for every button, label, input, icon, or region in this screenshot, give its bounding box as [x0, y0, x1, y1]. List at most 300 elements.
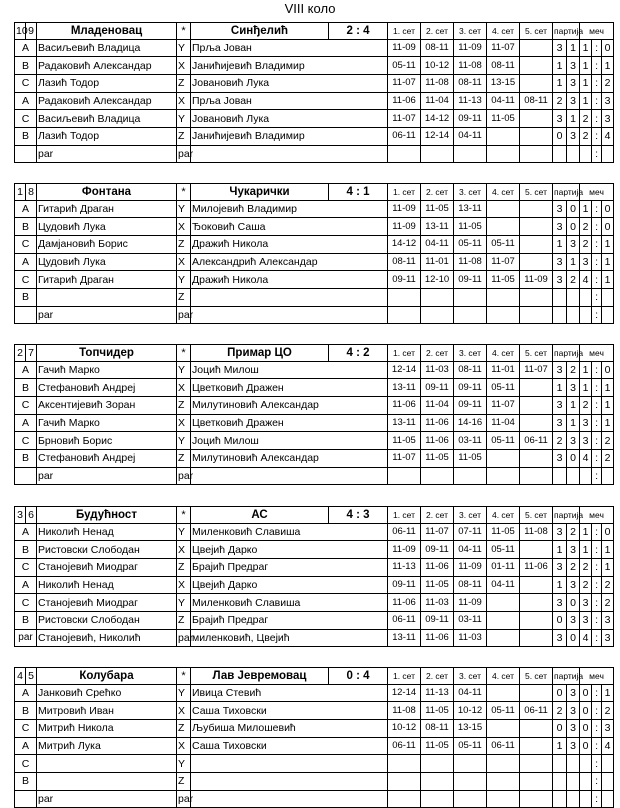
- match-running-colon: :: [592, 39, 602, 57]
- match-running-home: 0: [580, 737, 592, 755]
- set-score-4: 06-11: [487, 737, 520, 755]
- match-header-row: [15, 184, 614, 201]
- set-header-2: 2. сет: [421, 345, 454, 362]
- match-running-home: 1: [580, 200, 592, 218]
- match-running-home: 2: [580, 235, 592, 253]
- mec-header: меч: [580, 507, 614, 524]
- game-row: [15, 467, 614, 485]
- game-row: [15, 576, 614, 594]
- set-score-1: 12-14: [388, 361, 421, 379]
- set-score-2: 08-11: [421, 39, 454, 57]
- set-score-2: 09-11: [421, 611, 454, 629]
- match-running-colon: :: [592, 306, 602, 324]
- set-score-5: 06-11: [520, 702, 553, 720]
- set-score-1: [388, 306, 421, 324]
- games-won-away: [567, 467, 580, 485]
- away-letter: X: [177, 253, 191, 271]
- match-running-colon: :: [592, 235, 602, 253]
- game-row: [15, 611, 614, 629]
- set-score-3: 03-11: [454, 611, 487, 629]
- set-header-2: 2. сет: [421, 23, 454, 40]
- set-score-4: 08-11: [487, 57, 520, 75]
- home-player: Стефановић Андреј: [37, 449, 177, 467]
- away-letter: Y: [177, 200, 191, 218]
- away-player: Ђоковић Саша: [191, 218, 388, 236]
- match-running-away: 2: [602, 576, 614, 594]
- home-player: Радаковић Александар: [37, 92, 177, 110]
- games-won-away: 3: [567, 379, 580, 397]
- games-won-home: 3: [553, 218, 567, 236]
- match-running-colon: :: [592, 74, 602, 92]
- games-won-home: [553, 772, 567, 790]
- player-letter: par: [15, 629, 37, 647]
- away-player: Љубиша Милошевић: [191, 719, 388, 737]
- away-player: Дражић Никола: [191, 271, 388, 289]
- game-row: [15, 523, 614, 541]
- game-row: [15, 74, 614, 92]
- set-score-4: [487, 790, 520, 808]
- player-letter: C: [15, 396, 37, 414]
- away-letter: Z: [177, 235, 191, 253]
- set-header-1: 1. сет: [388, 345, 421, 362]
- games-won-away: [567, 288, 580, 306]
- home-player: Цудовић Лука: [37, 253, 177, 271]
- match-running-away: 2: [602, 432, 614, 450]
- partija-header: партија: [553, 184, 580, 201]
- match-table: [14, 667, 614, 808]
- games-won-home: 2: [553, 92, 567, 110]
- home-player: Гачић Марко: [37, 361, 177, 379]
- away-letter: X: [177, 414, 191, 432]
- set-score-5: [520, 772, 553, 790]
- away-letter: Z: [177, 396, 191, 414]
- game-row: [15, 288, 614, 306]
- set-header-5: 5. сет: [520, 668, 553, 685]
- games-won-home: 3: [553, 110, 567, 128]
- match-running-away: 1: [602, 558, 614, 576]
- match-running-colon: :: [592, 218, 602, 236]
- games-won-away: 1: [567, 110, 580, 128]
- games-won-away: 3: [567, 127, 580, 145]
- match-running-home: 3: [580, 414, 592, 432]
- set-header-4: 4. сет: [487, 184, 520, 201]
- player-letter: A: [15, 253, 37, 271]
- set-score-1: 11-08: [388, 702, 421, 720]
- set-score-3: 04-11: [454, 684, 487, 702]
- team-number-away: 6: [26, 507, 37, 524]
- home-player: Ристовски Слободан: [37, 541, 177, 559]
- match-running-away: 3: [602, 110, 614, 128]
- set-score-1: [388, 755, 421, 773]
- away-player: Брајић Предраг: [191, 611, 388, 629]
- game-row: [15, 629, 614, 647]
- match-running-home: 0: [580, 684, 592, 702]
- match-running-away: 1: [602, 57, 614, 75]
- match-running-colon: :: [592, 541, 602, 559]
- set-score-1: 11-07: [388, 74, 421, 92]
- match-table: [14, 22, 614, 163]
- player-letter: [15, 145, 37, 163]
- match-running-away: 0: [602, 361, 614, 379]
- games-won-away: 3: [567, 541, 580, 559]
- home-player: par: [37, 467, 177, 485]
- team-number-away: 7: [26, 345, 37, 362]
- set-score-3: 13-11: [454, 200, 487, 218]
- match-running-home: 3: [580, 594, 592, 612]
- match-running-colon: :: [592, 558, 602, 576]
- mec-header: меч: [580, 345, 614, 362]
- match-running-away: 2: [602, 702, 614, 720]
- set-score-5: [520, 127, 553, 145]
- games-won-home: 3: [553, 361, 567, 379]
- games-won-home: [553, 755, 567, 773]
- game-row: [15, 737, 614, 755]
- away-player: [191, 755, 388, 773]
- match-running-home: 1: [580, 541, 592, 559]
- set-score-2: 10-12: [421, 57, 454, 75]
- set-score-2: 13-11: [421, 218, 454, 236]
- set-score-4: [487, 218, 520, 236]
- mec-header: меч: [580, 668, 614, 685]
- away-player: Саша Тиховски: [191, 737, 388, 755]
- set-score-2: 11-06: [421, 432, 454, 450]
- away-letter: Y: [177, 684, 191, 702]
- away-player: Александрић Александар: [191, 253, 388, 271]
- set-header-2: 2. сет: [421, 507, 454, 524]
- set-score-3: 11-05: [454, 449, 487, 467]
- games-won-home: 1: [553, 576, 567, 594]
- partija-header: партија: [553, 345, 580, 362]
- set-score-5: [520, 200, 553, 218]
- player-letter: A: [15, 576, 37, 594]
- player-letter: B: [15, 288, 37, 306]
- home-team-name: Топчидер: [37, 345, 177, 362]
- set-score-4: [487, 200, 520, 218]
- set-score-3: 11-09: [454, 39, 487, 57]
- home-player: Васиљевић Владица: [37, 110, 177, 128]
- match-running-home: 2: [580, 218, 592, 236]
- away-letter: X: [177, 92, 191, 110]
- match-running-colon: :: [592, 523, 602, 541]
- games-won-home: 3: [553, 629, 567, 647]
- away-player: Саша Тиховски: [191, 702, 388, 720]
- game-row: [15, 127, 614, 145]
- set-score-1: 06-11: [388, 523, 421, 541]
- match-running-colon: :: [592, 361, 602, 379]
- set-score-2: [421, 288, 454, 306]
- match-running-colon: :: [592, 449, 602, 467]
- away-player: миленковић, Цвејић: [191, 629, 388, 647]
- player-letter: B: [15, 127, 37, 145]
- away-player: Јовановић Лука: [191, 110, 388, 128]
- games-won-away: 3: [567, 702, 580, 720]
- match-running-home: 3: [580, 432, 592, 450]
- set-header-3: 3. сет: [454, 184, 487, 201]
- away-letter: par: [177, 306, 191, 324]
- set-header-3: 3. сет: [454, 23, 487, 40]
- away-player: [191, 467, 388, 485]
- away-player: Милутиновић Александар: [191, 449, 388, 467]
- match-running-away: [602, 772, 614, 790]
- games-won-home: 2: [553, 432, 567, 450]
- match-running-home: 2: [580, 110, 592, 128]
- match-running-home: 2: [580, 576, 592, 594]
- set-header-2: 2. сет: [421, 668, 454, 685]
- match-running-home: [580, 467, 592, 485]
- away-letter: X: [177, 702, 191, 720]
- away-player: Јоцић Милош: [191, 361, 388, 379]
- set-score-3: 05-11: [454, 235, 487, 253]
- set-score-4: 11-07: [487, 39, 520, 57]
- games-won-home: 3: [553, 449, 567, 467]
- games-won-away: 1: [567, 396, 580, 414]
- away-player: [191, 145, 388, 163]
- game-row: [15, 684, 614, 702]
- away-player: Миленковић Славиша: [191, 523, 388, 541]
- away-player: Цвејић Дарко: [191, 541, 388, 559]
- set-score-4: [487, 306, 520, 324]
- player-letter: A: [15, 684, 37, 702]
- games-won-away: 3: [567, 92, 580, 110]
- game-row: [15, 200, 614, 218]
- home-player: Станојевић, Николић: [37, 629, 177, 647]
- games-won-home: 0: [553, 611, 567, 629]
- home-player: Ристовски Слободан: [37, 611, 177, 629]
- home-player: Јанковић Срећко: [37, 684, 177, 702]
- set-score-3: 04-11: [454, 541, 487, 559]
- set-score-1: 09-11: [388, 271, 421, 289]
- away-letter: X: [177, 576, 191, 594]
- set-header-1: 1. сет: [388, 23, 421, 40]
- set-score-5: [520, 719, 553, 737]
- game-row: [15, 92, 614, 110]
- set-score-2: [421, 772, 454, 790]
- match-running-colon: :: [592, 127, 602, 145]
- set-score-5: [520, 74, 553, 92]
- away-player: Прља Јован: [191, 92, 388, 110]
- set-score-2: [421, 755, 454, 773]
- set-score-2: 11-03: [421, 594, 454, 612]
- away-player: Ивица Стевић: [191, 684, 388, 702]
- set-score-5: [520, 611, 553, 629]
- match-running-home: 4: [580, 271, 592, 289]
- home-team-name: Фонтана: [37, 184, 177, 201]
- set-score-1: 06-11: [388, 611, 421, 629]
- games-won-away: 2: [567, 523, 580, 541]
- set-score-1: 10-12: [388, 719, 421, 737]
- match-running-away: 1: [602, 235, 614, 253]
- set-score-5: [520, 57, 553, 75]
- away-letter: par: [177, 790, 191, 808]
- set-header-4: 4. сет: [487, 507, 520, 524]
- match-running-home: 1: [580, 379, 592, 397]
- match-running-away: [602, 288, 614, 306]
- set-score-5: [520, 306, 553, 324]
- match-score: 4 : 2: [329, 345, 388, 362]
- team-number-away: 5: [26, 668, 37, 685]
- games-won-home: 1: [553, 74, 567, 92]
- set-score-5: 06-11: [520, 432, 553, 450]
- player-letter: A: [15, 414, 37, 432]
- away-letter: Y: [177, 361, 191, 379]
- set-score-4: 11-05: [487, 271, 520, 289]
- games-won-home: 3: [553, 253, 567, 271]
- set-score-1: 13-11: [388, 379, 421, 397]
- match-running-away: 2: [602, 594, 614, 612]
- set-score-3: [454, 772, 487, 790]
- set-score-4: 13-15: [487, 74, 520, 92]
- match-score: 4 : 1: [329, 184, 388, 201]
- match-running-home: 4: [580, 449, 592, 467]
- home-player: Станојевић Миодраг: [37, 558, 177, 576]
- set-score-2: 11-06: [421, 558, 454, 576]
- set-score-5: [520, 414, 553, 432]
- game-row: [15, 39, 614, 57]
- away-letter: Y: [177, 110, 191, 128]
- player-letter: A: [15, 523, 37, 541]
- games-won-home: 1: [553, 379, 567, 397]
- set-score-4: 11-01: [487, 361, 520, 379]
- set-score-4: 11-05: [487, 110, 520, 128]
- games-won-away: 1: [567, 39, 580, 57]
- games-won-away: 3: [567, 432, 580, 450]
- match-running-colon: :: [592, 772, 602, 790]
- away-team-name: Чукарички: [191, 184, 329, 201]
- set-score-5: [520, 235, 553, 253]
- set-score-4: [487, 684, 520, 702]
- set-header-4: 4. сет: [487, 23, 520, 40]
- set-score-3: 11-05: [454, 218, 487, 236]
- away-letter: Y: [177, 432, 191, 450]
- game-row: [15, 57, 614, 75]
- match-score: 4 : 3: [329, 507, 388, 524]
- home-player: [37, 772, 177, 790]
- set-score-3: [454, 467, 487, 485]
- set-score-2: [421, 790, 454, 808]
- set-score-2: 11-05: [421, 702, 454, 720]
- star-marker: *: [177, 184, 191, 201]
- game-row: [15, 110, 614, 128]
- match-header-row: [15, 668, 614, 685]
- away-letter: par: [177, 467, 191, 485]
- set-header-1: 1. сет: [388, 668, 421, 685]
- set-score-5: [520, 379, 553, 397]
- games-won-home: 1: [553, 541, 567, 559]
- home-player: Митрић Никола: [37, 719, 177, 737]
- set-score-2: 11-04: [421, 396, 454, 414]
- set-score-2: 11-05: [421, 576, 454, 594]
- home-player: Гитарић Драган: [37, 271, 177, 289]
- set-score-4: 01-11: [487, 558, 520, 576]
- match-header-row: [15, 345, 614, 362]
- set-score-3: [454, 288, 487, 306]
- partija-header: партија: [553, 507, 580, 524]
- set-score-4: [487, 145, 520, 163]
- match-running-away: 1: [602, 414, 614, 432]
- match-running-home: 0: [580, 702, 592, 720]
- set-score-1: 11-09: [388, 39, 421, 57]
- home-player: par: [37, 790, 177, 808]
- set-score-5: [520, 218, 553, 236]
- home-player: Аксентијевић Зоран: [37, 396, 177, 414]
- mec-header: меч: [580, 184, 614, 201]
- set-score-5: [520, 755, 553, 773]
- away-letter: Z: [177, 288, 191, 306]
- match-running-home: 2: [580, 558, 592, 576]
- match-running-colon: :: [592, 414, 602, 432]
- away-letter: Y: [177, 594, 191, 612]
- player-letter: C: [15, 74, 37, 92]
- away-letter: Z: [177, 127, 191, 145]
- home-player: Дамјановић Борис: [37, 235, 177, 253]
- set-score-3: 11-03: [454, 629, 487, 647]
- games-won-away: 0: [567, 200, 580, 218]
- away-player: Јоцић Милош: [191, 432, 388, 450]
- set-score-1: [388, 467, 421, 485]
- away-letter: X: [177, 541, 191, 559]
- player-letter: C: [15, 755, 37, 773]
- set-score-5: [520, 396, 553, 414]
- match-running-colon: :: [592, 288, 602, 306]
- set-score-3: 08-11: [454, 74, 487, 92]
- match-running-away: 0: [602, 39, 614, 57]
- match-running-away: 1: [602, 379, 614, 397]
- set-score-3: 11-09: [454, 594, 487, 612]
- games-won-away: 2: [567, 558, 580, 576]
- match-running-away: 1: [602, 684, 614, 702]
- game-row: [15, 755, 614, 773]
- games-won-home: 3: [553, 523, 567, 541]
- set-score-2: 11-05: [421, 449, 454, 467]
- player-letter: B: [15, 702, 37, 720]
- games-won-away: [567, 145, 580, 163]
- games-won-away: 3: [567, 684, 580, 702]
- match-running-colon: :: [592, 467, 602, 485]
- player-letter: C: [15, 594, 37, 612]
- game-row: [15, 396, 614, 414]
- games-won-home: 2: [553, 702, 567, 720]
- star-marker: *: [177, 668, 191, 685]
- games-won-away: 3: [567, 737, 580, 755]
- match-running-home: 1: [580, 92, 592, 110]
- match-running-away: 3: [602, 611, 614, 629]
- match-running-away: [602, 145, 614, 163]
- match-running-home: [580, 772, 592, 790]
- home-player: Стефановић Андреј: [37, 379, 177, 397]
- games-won-away: 1: [567, 253, 580, 271]
- away-player: Дражић Никола: [191, 235, 388, 253]
- player-letter: [15, 306, 37, 324]
- match-running-home: 3: [580, 611, 592, 629]
- set-score-5: 11-08: [520, 523, 553, 541]
- player-letter: C: [15, 558, 37, 576]
- set-score-1: [388, 772, 421, 790]
- player-letter: C: [15, 271, 37, 289]
- home-player: Гитарић Драган: [37, 200, 177, 218]
- match-running-away: [602, 467, 614, 485]
- match-running-colon: :: [592, 200, 602, 218]
- match-running-away: 1: [602, 271, 614, 289]
- player-letter: A: [15, 39, 37, 57]
- match-running-away: 2: [602, 449, 614, 467]
- away-player: Миленковић Славиша: [191, 594, 388, 612]
- match-running-colon: :: [592, 379, 602, 397]
- set-score-5: [520, 684, 553, 702]
- games-won-away: 1: [567, 414, 580, 432]
- set-score-3: 09-11: [454, 271, 487, 289]
- partija-header: партија: [553, 668, 580, 685]
- home-player: Митрић Лука: [37, 737, 177, 755]
